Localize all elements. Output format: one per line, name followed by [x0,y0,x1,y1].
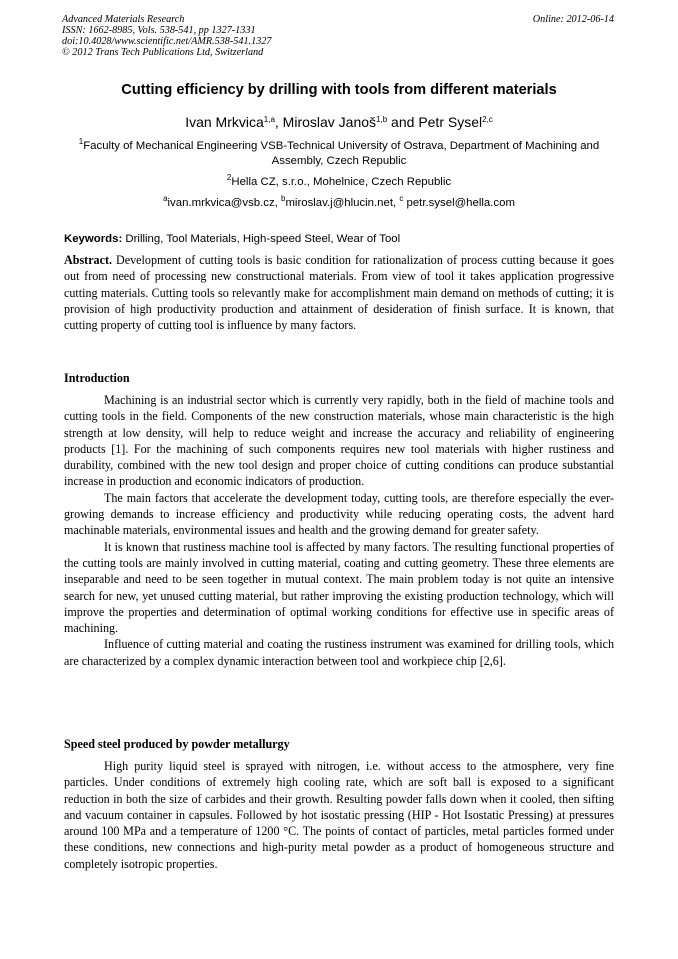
author-affiliation-mark: 1,a [263,115,275,124]
abstract-text: Development of cutting tools is basic condition for rationalization of process cutting because it goes out from need of processing new constructional materials. From view of tool it takes application progressive cutting materials. Cutting tools so relevantly make for accomplishment main demand on methods of cutting; it is provision of high productivity production and attainment of desideration of finish surface. It is known, that cutting property of cutting tool is influence by many factors. [64,253,614,333]
abstract-section [64,252,614,333]
author-list [0,114,678,130]
email-link[interactable]: miroslav.j@hlucin.net, [285,197,400,209]
affiliation-1 [64,139,614,169]
journal-name: Advanced Materials Research [62,14,185,25]
body-paragraph: The main factors that accelerate the development today, cutting tools, are therefore especially the ever-growing demands to increase efficiency and productivity while reducing operating costs, the advent hard machinable materials, environmental issues and health and the growing demand for greater safety. [64,490,614,538]
issn-line: ISSN: 1662-8985, Vols. 538-541, pp 1327-1331 [62,25,256,36]
author-affiliation-mark: 1,b [376,115,388,124]
author-name: Petr Sysel [418,114,483,130]
body-paragraph: Influence of cutting material and coating the rustiness instrument was examined for drilling tools, which are characterized by a complex dynamic interaction between tool and workpiece chip [2,6]. [64,637,614,668]
abstract-label: Abstract. [64,253,113,267]
email-mark: b [280,194,286,203]
body-paragraph: Machining is an industrial sector which is currently very rapidly, both in the field of machine tools and cutting tools in the field. Components of the new construction materials, whose main characteristic is the high strength at low density, will help to reduce weight and increase the accuracy and reliability of engineering products [1]. For the machining of such components requires new tool materials with higher rustiness and durability, combined with the new tool design and proper choice of cutting conditions can produce substantial increase in production and economic indicators of production. [64,393,614,489]
email-link[interactable]: ivan.mrkvica@vsb.cz, [167,197,281,209]
email-mark: a [163,194,168,203]
copyright-line: © 2012 Trans Tech Publications Ltd, Switzerland [62,47,264,58]
email-link[interactable]: petr.sysel@hella.com [403,197,515,209]
online-date: Online: 2012-06-14 [532,14,614,25]
introduction-section [64,392,614,669]
email-mark: c [399,194,404,203]
author-affiliation-mark: 2,c [482,115,493,124]
doi-line: doi:10.4028/www.scientific.net/AMR.538-541.1327 [62,36,272,47]
body-paragraph: High purity liquid steel is sprayed with nitrogen, i.e. without access to the atmosphere, very fine particles. Under conditions of extremely high cooling rate, which are soft ball is exposed to a significant reduction in both the size of carbides and their growth. Resulting powder falls down when it cooled, then sifting and vacuum container in capsules. Followed by hot isostatic pressing (HIP - Hot Isostatic Pressing) at pressures around 100 MPa and a temperature of 1200 °C. The points of contact of particles, metal particles formed under these conditions, new connections and high-purity metal powder as a product of homogeneous structure and completely isotropic properties. [64,759,614,871]
keywords-label: Keywords: [64,233,123,245]
abstract-paragraph [64,252,614,333]
affiliation-text: Hella CZ, s.r.o., Mohelnice, Czech Republic [231,176,452,188]
author-name: Ivan Mrkvica [185,114,264,130]
keywords-line [64,233,400,245]
author-separator: , [274,114,283,130]
speed-steel-heading: Speed steel produced by powder metallurgy [64,737,290,751]
introduction-heading: Introduction [64,371,130,385]
paper-title: Cutting efficiency by drilling with tools from different materials [121,82,557,98]
author-separator: and [387,114,419,130]
body-paragraph: It is known that rustiness machine tool is affected by many factors. The resulting functional properties of the cutting tools are mainly involved in cutting material, coating and cutting geometry. These three elements are inseparable and need to be seen together in mutual context. The main problem today is not quite an intensive search for new, yet unused cutting material, but rather improving the existing production technology, which will improve the properties and determination of optimal working conditions for effective use in specific areas of machining. [64,539,614,636]
keywords-text: Drilling, Tool Materials, High-speed Steel, Wear of Tool [122,233,401,245]
author-emails [0,194,678,209]
author-name: Miroslav Janoš [282,114,377,130]
affiliation-2 [0,173,678,188]
speed-steel-section [64,758,614,872]
affiliation-mark: 2 [226,173,232,182]
affiliation-text: Faculty of Mechanical Engineering VSB-Technical University of Ostrava, Department of Machining and Assembly, Czech Republic [83,140,600,167]
affiliation-mark: 1 [78,137,84,146]
journal-header [62,14,271,58]
